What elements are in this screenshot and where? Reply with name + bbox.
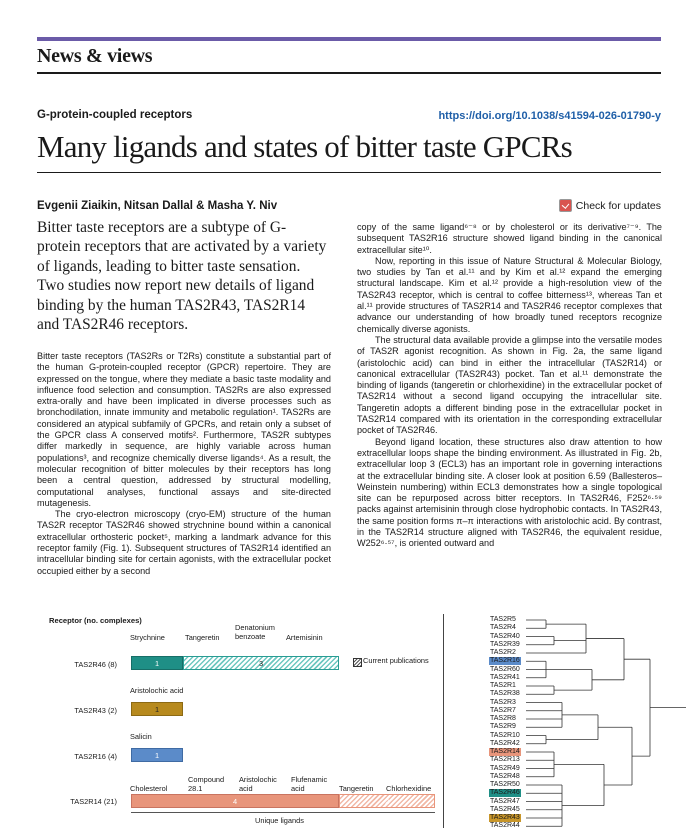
bar-tas2r46-solid: 1: [131, 656, 183, 670]
section-title: News & views: [37, 45, 153, 67]
row-label-tas2r46: TAS2R46 (8): [74, 660, 117, 669]
tree-leaf-label: TAS2R38: [490, 690, 520, 698]
check-updates-icon: [559, 199, 572, 212]
tree-leaf-label: TAS2R9: [490, 723, 516, 731]
tree-leaf-label: TAS2R48: [490, 772, 520, 780]
paragraph: Beyond ligand location, these structures also draw attention to how extracellular loops shape the binding environment. As illustrated in Fig. 2b, extracellular loop 3 (ECL3) has an important role in governing interactions at the extracellular binding site. A closer look at position 6.59 (Ballesteros–Weinstein numbering) within ECL3 demonstrates how a single topological site can be repurposed across bitter receptors. In TAS2R46, F252⁶·⁵⁹ packs against artemisinin through close hydrophobic contacts. In TAS2R43, the same position forms π–π interactions with aristolochic acid. By contrast, in the TAS2R14 structure aligned with TAS2R46, the equivalent residue, W252⁶·⁵⁷, is oriented outward and: [357, 436, 662, 549]
paragraph: Now, reporting in this issue of Nature Structural & Molecular Biology, two studies by Tan et al.¹¹ and by Kim et al.¹² expand the emerging structural landscape. Kim et al.¹² provide a high-resolution view of the TAS2R43 receptor, which is central to coffee bitterness¹³, whereas Tan et al.¹¹ provide structures of TAS2R14 and TAS2R46 receptor complexes that advance our understanding of how broadly tuned receptors recognize chemically diverse agonists.: [357, 255, 662, 334]
paragraph: The structural data available provide a glimpse into the versatile modes of TAS2R agonist recognition. As shown in Fig. 2a, the same ligand (aristolochic acid) can bind in either the intracellular (TAS2R14) or canonical extracellular (TAS2R43) pocket. Tan et al.¹¹ demonstrate the binding of ligands (tangeretin or chlorhexidine) in the extracellular pocket of TAS2R14 without a second ligand occupying the intracellular site. Tangeretin adopts a different binding pose in the extracellular pocket in TAS2R14 compared with its orientation in the corresponding extracellular pocket of TAS2R46.: [357, 334, 662, 436]
tree-leaf-label: TAS2R47: [490, 797, 520, 805]
tree-leaf-label: TAS2R13: [490, 756, 520, 764]
tree-leaf-label: TAS2R49: [490, 764, 520, 772]
tree-branches: [446, 606, 693, 832]
paragraph: copy of the same ligand⁶⁻⁸ or by cholesterol or its derivative⁷⁻⁹. The subsequent TAS2R16 structure showed ligand binding in the canonical extracellular site¹⁰.: [357, 222, 662, 255]
ligand-label: Tangeretin: [339, 784, 374, 793]
ligand-label: Strychnine: [130, 633, 165, 642]
ligand-label: Denatonium benzoate: [235, 623, 275, 641]
tree-leaf-label: TAS2R1: [490, 682, 516, 689]
body-column-right: [357, 222, 662, 550]
tree-leaf-label: TAS2R14: [490, 748, 520, 755]
row-label-tas2r16: TAS2R16 (4): [74, 752, 117, 761]
tree-leaf-label: TAS2R4: [490, 624, 516, 632]
phylogenetic-tree: [446, 606, 693, 832]
bar-tas2r46-hatched: 3: [183, 656, 339, 670]
ligand-label: Chlorhexidine: [386, 784, 432, 793]
x-axis-line: [131, 812, 435, 813]
body-column-left: [37, 351, 331, 577]
tree-leaf-label: TAS2R44: [490, 822, 520, 830]
paragraph: The cryo-electron microscopy (cryo-EM) structure of the human TAS2R receptor TAS2R46 showed strychnine bound within a canonical extracellular orthosteric pocket⁵, marking a landmark advance for this receptor family (Fig. 1). Subsequent structures of TAS2R14 identified an intracellular binding site for certain agonists, with the extracellular pocket occupied either by a second: [37, 509, 331, 576]
tree-leaf-label: TAS2R46: [490, 789, 520, 797]
bar-tas2r14-solid: 4: [131, 794, 339, 808]
top-accent-bar: [37, 37, 661, 41]
tree-leaf-label: TAS2R43: [490, 814, 520, 821]
standfirst: Bitter taste receptors are a subtype of G-protein receptors that are activated by a variety of ligands, leading to bitter taste sensation. Two studies now report new details of ligand binding by the human TAS2R43, TAS2R14 and TAS2R46 receptors.: [37, 219, 327, 334]
row-label-tas2r14: TAS2R14 (21): [70, 797, 117, 806]
ligand-label: Tangeretin: [185, 633, 220, 642]
tree-leaf-label: TAS2R41: [490, 673, 520, 681]
tree-leaf-label: TAS2R42: [490, 739, 520, 747]
ligand-label: Artemisinin: [286, 633, 323, 642]
x-axis-label: Unique ligands: [255, 816, 304, 825]
page-title: Many ligands and states of bitter taste GPCRs: [37, 129, 572, 164]
legend-hatch-swatch: [353, 658, 362, 667]
tree-leaf-label: TAS2R40: [490, 632, 520, 640]
tree-leaf-label: TAS2R45: [490, 805, 520, 813]
doi-link[interactable]: https://doi.org/10.1038/s41594-026-01790-y: [438, 110, 661, 122]
tree-leaf-label: TAS2R39: [490, 640, 520, 648]
ligand-label: Cholesterol: [130, 784, 168, 793]
bar-tas2r14-hatched: 2: [339, 794, 435, 808]
figure-axis-title: Receptor (no. complexes): [49, 616, 142, 625]
bar-tas2r43: 1: [131, 702, 183, 716]
ligand-label: Flufenamic acid: [291, 775, 328, 793]
check-updates-label: Check for updates: [575, 199, 661, 212]
tree-leaf-label: TAS2R5: [490, 616, 516, 623]
check-updates-button[interactable]: [559, 199, 661, 212]
paragraph: Bitter taste receptors (TAS2Rs or T2Rs) constitute a substantial part of the human G-protein-coupled receptor (GPCR) repertoire. They are expressed on the tongue, where they mediate a basic taste modality and influence food selection and consumption. TAS2Rs are also expressed extra-orally and have been implicated in diverse processes such as bronchodilation, innate immunity and metabolic regulation¹. TAS2Rs are considered an atypical subfamily of GPCRs, and retain only a subset of the GPCR class A conserved motifs². Furthermore, TAS2R subtypes differ markedly in sequence, are highly variable across human populations³, and recognize chemically diverse ligands⁴. As a result, the molecular recognition of bitter molecules by their receptors has long been a central question, addressed by structural modelling, computational analyses, functional assays and site-directed mutagenesis.: [37, 351, 331, 508]
tree-leaf-label: TAS2R3: [490, 698, 516, 706]
tree-leaf-label: TAS2R16: [490, 657, 520, 665]
tree-leaf-label: TAS2R2: [490, 649, 516, 656]
legend-label: Current publications: [363, 656, 429, 665]
figure-divider: [443, 614, 444, 828]
tree-leaf-label: TAS2R10: [490, 731, 520, 739]
author-list: Evgenii Ziaikin, Nitsan Dallal & Masha Y. Niv: [37, 200, 278, 212]
ligand-label: Salicin: [130, 732, 152, 741]
kicker: G-protein-coupled receptors: [37, 109, 193, 121]
ligand-label: Aristolochic acid: [130, 686, 184, 695]
row-label-tas2r43: TAS2R43 (2): [74, 706, 117, 715]
tree-leaf-label: TAS2R7: [490, 706, 516, 714]
ligand-label: Compound 28.1: [188, 775, 225, 793]
bar-tas2r16: 1: [131, 748, 183, 762]
header-rule: [37, 72, 661, 74]
tree-leaf-label: TAS2R60: [490, 665, 520, 673]
ligand-label: Aristolochic acid: [239, 775, 277, 793]
title-rule: [37, 172, 661, 173]
tree-leaf-label: TAS2R8: [490, 715, 516, 722]
tree-leaf-label: TAS2R50: [490, 781, 520, 788]
